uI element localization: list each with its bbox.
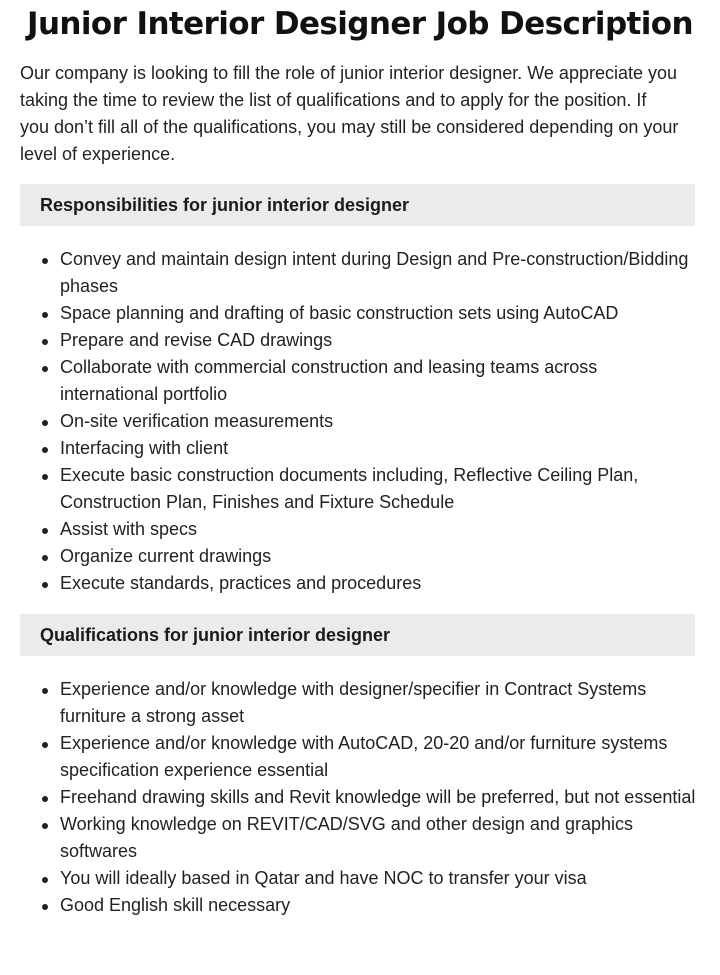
qualifications-heading: Qualifications for junior interior designer — [20, 614, 695, 656]
list-item: Execute standards, practices and procedures — [0, 570, 700, 597]
responsibilities-heading: Responsibilities for junior interior designer — [20, 184, 695, 226]
list-item: Assist with specs — [0, 516, 700, 543]
page-title: Junior Interior Designer Job Description — [27, 6, 693, 42]
qualifications-list — [0, 676, 720, 919]
list-item: Convey and maintain design intent during Design and Pre-construction/Bidding phases — [0, 246, 700, 300]
list-item: Good English skill necessary — [0, 892, 700, 919]
list-item: Prepare and revise CAD drawings — [0, 327, 700, 354]
intro-paragraph: Our company is looking to fill the role of junior interior designer. We appreciate you taking the time to review the list of qualifications and to apply for the position. If you don’t fill all of the qualifications, you may still be considered depending on your level of experience. — [20, 63, 679, 164]
list-item: Collaborate with commercial construction and leasing teams across international portfolio — [0, 354, 700, 408]
list-item: Interfacing with client — [0, 435, 700, 462]
list-item: Working knowledge on REVIT/CAD/SVG and other design and graphics softwares — [0, 811, 700, 865]
list-item: Space planning and drafting of basic construction sets using AutoCAD — [0, 300, 700, 327]
list-item: Organize current drawings — [0, 543, 700, 570]
list-item: Experience and/or knowledge with designer/specifier in Contract Systems furniture a strong asset — [0, 676, 700, 730]
list-item: You will ideally based in Qatar and have NOC to transfer your visa — [0, 865, 700, 892]
responsibilities-list — [0, 246, 720, 597]
list-item: Execute basic construction documents including, Reflective Ceiling Plan, Construction Plan, Finishes and Fixture Schedule — [0, 462, 700, 516]
list-item: On-site verification measurements — [0, 408, 700, 435]
list-item: Experience and/or knowledge with AutoCAD, 20-20 and/or furniture systems specification experience essential — [0, 730, 700, 784]
list-item: Freehand drawing skills and Revit knowledge will be preferred, but not essential — [0, 784, 700, 811]
